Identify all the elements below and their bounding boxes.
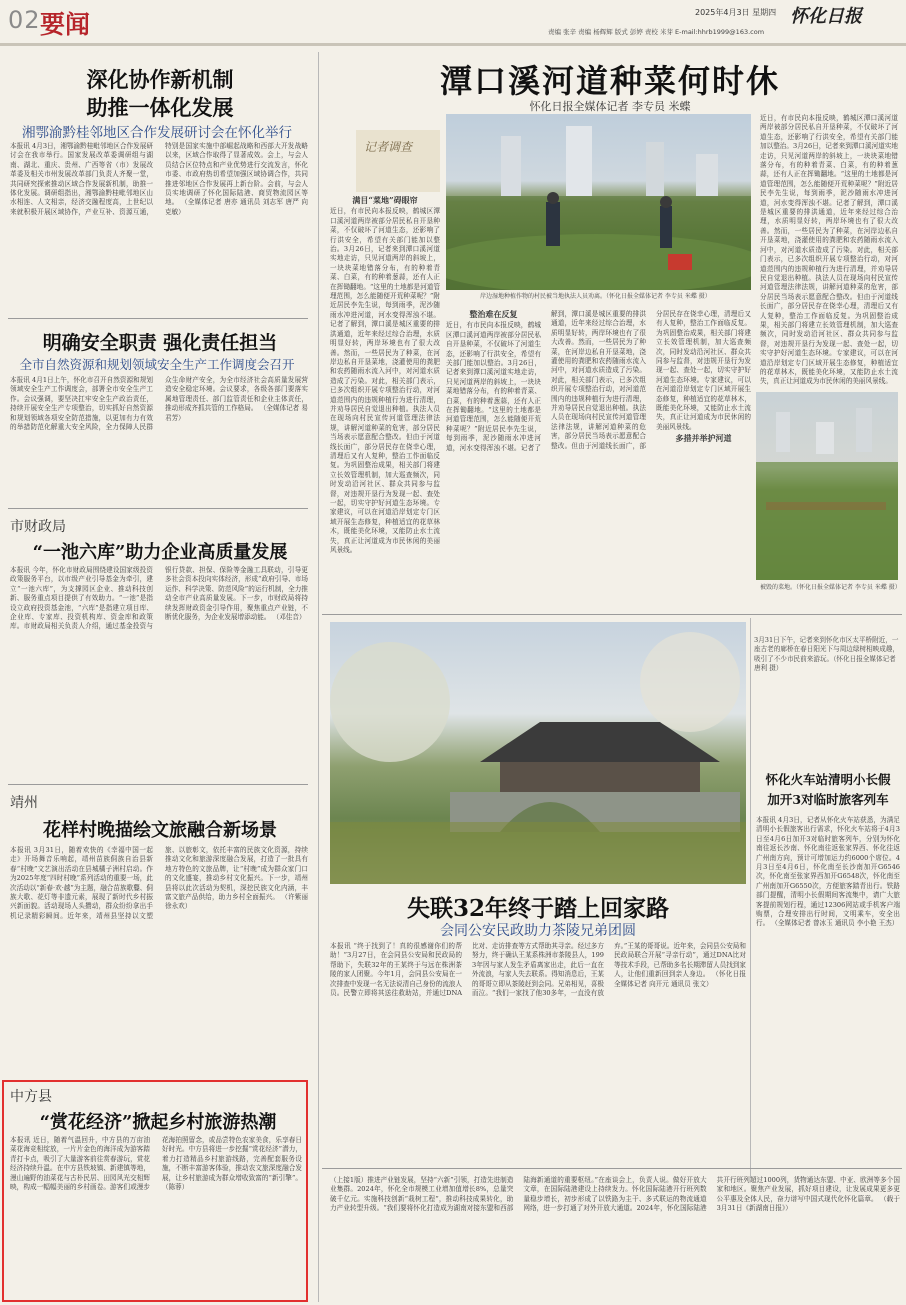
rail-title-line1: 怀化火车站清明小长假 (765, 772, 891, 787)
main-title: 潭口溪河道种菜何时休 (439, 62, 780, 100)
article5-title: “赏花经济”掀起乡村旅游热潮 (39, 1112, 277, 1133)
issue-date: 2025年4月3日 星期四 (695, 8, 777, 17)
newspaper-logo: 怀化日报 (790, 6, 862, 27)
main-byline: 怀化日报全媒体记者 李专员 米蝶 (529, 100, 691, 113)
bridge-photo-caption: 3月31日下午，记者来到怀化市区太平桥附近，一座古老的廊桥在春日阳光下与周边绿树相映成趣，吸引了不少市民前来游玩。（怀化日报全媒体记者 唐利 摄） (754, 636, 900, 673)
article2-body: 本报讯 4月1日上午，怀化市召开自然资源和规划领域安全生产工作调度会，部署全市安全生产工作。会议强调，要坚决扛牢安全生产政治责任，持续开展安全生产专项整治，切实抓好自然资源和规划领域各项安全防范措施，以更加有力有效的举措防范化解重大安全风险，全力保障人民群众生命财产安全，为全市经济社会高质量发展营造安全稳定环境。会议要求，各级各部门要落实属地管理责任、部门监管责任和企业主体责任，推动形成齐抓共管的工作格局。 （全媒体记者 易君芳） (10, 376, 308, 432)
article5-body: 本报讯 近日，随着气温回升，中方县的万亩油菜花海竞相绽放，一片片金色的海洋成为游客踏青打卡点，吸引了大量游客前往赏春游玩，赏花经济持续升温。在中方县铁坡镇、新建镇等地，漫山遍野的油菜花与古朴民居、田园风光交相辉映，构成一幅幅美丽的乡村画卷。游客们或漫步花海拍照留念，或品尝特色农家美食，乐享春日好时光。中方县将进一步挖掘“赏花经济”潜力，着力打造精品乡村旅游线路，完善配套服务设施，不断丰富游客体验，推动农文旅深度融合发展，让乡村旅游成为群众增收致富的“新引擎”。 （陈蓉） (10, 1136, 302, 1192)
masthead (0, 0, 906, 44)
divider (8, 508, 308, 509)
page-number: 02 (8, 6, 41, 34)
feature-photo-riverbank (446, 114, 751, 290)
article2-credit: （全媒体记者 易君芳） (165, 404, 308, 422)
bottom-credit: （载于3月31日《新湖南日报》） (716, 1194, 900, 1213)
article4-credit: （许紫丽 徐永欢） (165, 893, 308, 911)
column-divider (750, 618, 751, 1178)
article3-kicker: 市财政局 (10, 519, 66, 535)
inset-tag-text: 记者调查 (364, 140, 413, 154)
feature-photo2-caption: 被毁的菜地。（怀化日报全媒体记者 李专员 米蝶 摄） (760, 584, 901, 591)
rail-body: 本报讯 4月3日，记者从怀化火车站获悉，为满足清明小长假旅客出行需求，怀化火车站将于4月3日至4月6日加开3对临时旅客列车，分别为怀化南往返长沙南、怀化南往返张家界西、怀化往返广州南方向，预计可增加运力约6000个席位。4月3日至4月6日，怀化南至长沙南加开G6546次，怀化南至张家界西加开G6548次，怀化南至广州南加开G6550次，方便旅客踏青出行。铁路部门提醒，清明小长假期间客流集中，请广大旅客提前规划行程，通过12306网站或手机客户端购票，合理安排出行时间，文明乘车，安全出行。 （全媒体记者 曾冰玉 通讯员 李小艳 王杰） (756, 816, 900, 928)
article5-credit: （陈蓉） (162, 1183, 189, 1192)
article1-subtitle: 湘鄂渝黔桂邻地区合作发展研讨会在怀化举行 (22, 125, 292, 141)
feature-subhead: 整治难在反复 (469, 310, 518, 319)
article3-body: 本报讯 今年，怀化市财政局围绕建设国家级投资政策服务平台，以市级产业引导基金为牵引，建立“一池六库”，为支撑园区企业、推动科技创新、服务重点项目提供了有效助力。“一池”是指设立政府投资基金池，“六库”是指建立项目库、企业库、专家库、投资机构库、资金库和政策库。市财政局相关负责人介绍，通过基金投资与银行贷款、担保、保险等金融工具联动，引导更多社会资本投向实体经济，形成“政府引导、市场运作、科学决策、防范风险”的运行机制，全力推动全市产业高质量发展。下一步，市财政局将持续发挥财政资金引导作用，聚焦重点产业链，不断优化服务，为企业发展增添动能。 （邓佳音） (10, 566, 308, 631)
feature-body-right: 近日，有市民向本报反映，鹤城区潭口溪河道两岸被部分居民私自开垦种菜，不仅破坏了河道生态，还影响了行洪安全，希望有关部门能加以整治。3月26日，记者来到潭口溪河道实地走访，只见河道两岸的斜坡上，一块块菜地错落分布，有的种着青菜、白菜，有的种着葱蒜，还有人正在挥锄翻地。“这里的土地都是河道管理范围，怎么能随便开荒种菜呢？”附近居民李先生说，每到雨季，泥沙随雨水冲进河道，河水变得浑浊不堪。记者了解到，潭口溪是城区重要的排洪通道，近年来经过综合治理，水质明显好转，两岸环境也有了很大改善。然而，一些居民为了种菜，在河岸边私自开垦菜地，浇灌使用的粪肥和农药随雨水流入河中，对河道水质造成了污染。对此，相关部门表示，已多次组织开展专项整治行动，对河道范围内的违规种植行为进行清理，并劝导居民自觉退出种植。执法人员在现场向村民宣传河道管理法律法规，讲解河道种菜的危害，部分居民当场表示愿意配合整改。但由于河道线长面广，部分居民存在侥幸心理，清理后又有人复种，整治工作面临反复。为巩固整治成果，相关部门将建立长效管理机制，加大巡查频次，同时发动沿河社区、群众共同参与监督，对违规开垦行为发现一起、查处一起，切实守护好河道生态环境。专家建议，可以在河道沿岸划定专门区域开展生态修复，种植适宜的花草林木，既能美化环境，又能防止水土流失，真正让河道成为市民休闲的美丽风景线。 (760, 114, 898, 386)
reunion-credit: （怀化日报全媒体记者 向开元 通讯员 张文） (614, 970, 746, 988)
article1-body: 本报讯 4月3日，湘鄂渝黔桂毗邻地区合作发展研讨会在我市举行。国家发展改革委调研组与湖南、湖北、重庆、贵州、广西等省（市）发展改革委及相关市州发展改革部门负责人齐聚一堂，共同研究探索推动区域合作发展新机制，助推一体化发展。调研组指出，湘鄂渝黔桂毗邻地区山水相连、人文相亲，经济交融程度高，上世纪以来就积极开展区域协作，产业互补、资源互通，特别是国家实施中部崛起战略和西部大开发战略以来，区域合作取得了显著成效。会上，与会人员结合区位特点和产业优势进行交流发言，怀化市委、市政府热切希望加强区域协调合作，共同推进邻地区合作发展再上新台阶。会前，与会人员实地调研了怀化国际陆港、商贸物流园区等地。 （全媒体记者 唐亦 通讯员 刘志军 唐严 向克敏） (10, 142, 308, 216)
divider (322, 1168, 902, 1169)
reunion-body: 本报讯 “终于找到了！真的很感谢你们的帮助！”3月27日，在会同县公安局和民政局的帮助下，失联32年的王某终于与远在株洲茶陵的家人团聚。今年1月，会同县公安局在一次排查中发现一名无法说清自己身份的流浪人员。民警立即将其送往救助站，并通过DNA比对、走访排查等方式帮助其寻亲。经过多方努力，终于确认王某系株洲市茶陵县人，1993年因与家人发生矛盾离家出走，此后一直在外流浪，与家人失去联系。得知消息后，王某的哥哥立即从茶陵赶到会同。兄弟相见，喜极而泣。“我们一家找了他30多年，一直没有放弃。”王某的哥哥说。近年来，会同县公安局和民政局联合开展“寻亲行动”，通过DNA比对等技术手段，已帮助多名长期滞留人员找到家人，让他们重新回到亲人身边。 （怀化日报全媒体记者 向开元 通讯员 张文） (330, 942, 746, 998)
article3-credit: （邓佳音） (272, 613, 306, 622)
feature-photo1-caption: 岸边湿地种植作物的村民被当地执法人员劝离。（怀化日报全媒体记者 李专员 米蝶 摄） (480, 293, 711, 300)
feature-body-col1: 满目“菜地”碍眼帘 近日，有市民向本报反映，鹤城区潭口溪河道两岸被部分居民私自开垦种菜，不仅破坏了河道生态，还影响了行洪安全，希望有关部门能加以整治。3月26日，记者来到潭口溪河道实地走访，只见河道两岸的斜坡上，一块块菜地错落分布，有的种着青菜、白菜，有的种着葱蒜，还有人正在挥锄翻地。“这里的土地都是河道管理范围，怎么能随便开荒种菜呢？”附近居民李先生说，每到雨季，泥沙随雨水冲进河道，河水变得浑浊不堪。记者了解到，潭口溪是城区重要的排洪通道，近年来经过综合治理，水质明显好转，两岸环境也有了很大改善。然而，一些居民为了种菜，在河岸边私自开垦菜地，浇灌使用的粪肥和农药随雨水流入河中，对河道水质造成了污染。对此，相关部门表示，已多次组织开展专项整治行动，对河道范围内的违规种植行为进行清理，并劝导居民自觉退出种植。执法人员在现场向村民宣传河道管理法律法规，讲解河道种菜的危害，部分居民当场表示愿意配合整改。但由于河道线长面广，部分居民存在侥幸心理，清理后又有人复种，整治工作面临反复。为巩固整治成果，相关部门将建立长效管理机制，加大巡查频次，同时发动沿河社区、群众共同参与监督，对违规开垦行为发现一起、查处一起，切实守护好河道生态环境。专家建议，可以在河道沿岸划定专门区域开展生态修复，种植适宜的花草林木，既能美化环境，又能防止水土流失，真正让河道成为市民休闲的美丽风景线。 (330, 196, 440, 555)
article2-title: 明确安全职责 强化责任担当 (42, 332, 278, 354)
feature-subhead: 多措并举护河道 (675, 433, 732, 444)
article5-kicker: 中方县 (10, 1089, 52, 1105)
divider (322, 614, 902, 615)
article1-title-line1: 深化协作新机制 (86, 67, 234, 92)
article3-title: “一池六库”助力企业高质量发展 (32, 542, 288, 563)
article2-subtitle: 全市自然资源和规划领域安全生产工作调度会召开 (19, 357, 295, 372)
riverbank-illustration (446, 114, 751, 290)
article1-credit: （全媒体记者 唐亦 通讯员 刘志军 唐严 向克敏） (165, 198, 308, 216)
rail-title-line2: 加开3对临时旅客列车 (767, 792, 889, 807)
divider (8, 784, 308, 785)
bottom-continuation-body: （上接1版）推进产业链发展，坚持“六新”引领，打造先进制造业集群。2024年，怀化全市规模工业增加值增长8%，总量突破千亿元。实施科技创新“栽树工程”，推动科技成果转化，助力产业转型升级。“我们要将怀化打造成为湖南对接东盟和西部陆海新通道的重要枢纽。”在座谈会上，负责人说。做好开放大文章，在国际陆港建设上持续发力。怀化国际陆港开行班列数量稳步增长，初步形成了以铁路为主干、多式联运的物流通道网络，进一步打通了对外开放大通道。2024年，怀化国际陆港共开行班列超过1000列，货物通达东盟、中亚、欧洲等多个国家和地区。聚焦产业发展，抓好项目建设，让发展成果更多更公平惠及全体人民，奋力谱写中国式现代化怀化篇章。 （载于3月31日《新湖南日报》） (330, 1176, 900, 1213)
article1-title-line2: 助推一体化发展 (86, 95, 234, 120)
feature-photo-vegetable-plot (756, 392, 898, 580)
feature-subhead: 满目“菜地”碍眼帘 (352, 196, 418, 205)
section-title: 要闻 (40, 10, 91, 39)
divider (8, 318, 308, 319)
bridge-photo (330, 622, 746, 884)
inset-investigation-tag (356, 130, 440, 192)
reunion-title: 失联32年终于踏上回家路 (406, 895, 669, 922)
staff-line: 责编 张辛 责编 杨辉辉 版式 彭婷 责校 米芽 E-mail:hhrb1999@163.com (548, 28, 765, 36)
covered-bridge-illustration (330, 622, 746, 884)
column-divider (318, 52, 319, 1302)
masthead-rule (0, 43, 906, 46)
vegetable-plot-illustration (756, 392, 898, 580)
feature-body-main: 整治难在反复 近日，有市民向本报反映，鹤城区潭口溪河道两岸被部分居民私自开垦种菜，不仅破坏了河道生态，还影响了行洪安全，希望有关部门能加以整治。3月26日，记者来到潭口溪河道实地走访，只见河道两岸的斜坡上，一块块菜地错落分布，有的种着青菜、白菜，有的种着葱蒜，还有人正在挥锄翻地。“这里的土地都是河道管理范围，怎么能随便开荒种菜呢？”附近居民李先生说，每到雨季，泥沙随雨水冲进河道，河水变得浑浊不堪。记者了解到，潭口溪是城区重要的排洪通道，近年来经过综合治理，水质明显好转，两岸环境也有了很大改善。然而，一些居民为了种菜，在河岸边私自开垦菜地，浇灌使用的粪肥和农药随雨水流入河中，对河道水质造成了污染。对此，相关部门表示，已多次组织开展专项整治行动，对河道范围内的违规种植行为进行清理，并劝导居民自觉退出种植。执法人员在现场向村民宣传河道管理法律法规，讲解河道种菜的危害，部分居民当场表示愿意配合整改。但由于河道线长面广，部分居民存在侥幸心理，清理后又有人复种，整治工作面临反复。为巩固整治成果，相关部门将建立长效管理机制，加大巡查频次，同时发动沿河社区、群众共同参与监督，对违规开垦行为发现一起、查处一起，切实守护好河道生态环境。专家建议，可以在河道沿岸划定专门区域开展生态修复，种植适宜的花草林木，既能美化环境，又能防止水土流失，真正让河道成为市民休闲的美丽风景线。 多措并举护河道 (446, 310, 751, 452)
article4-body: 本报讯 3月31日，随着欢快的《幸福中国一起走》开场舞音乐响起，靖州苗族侗族自治县新春“村晚”文艺演出活动在县城橘子洲村启动。作为2025年度“四时村晚”系列活动的重要一场，此次活动以“新春·欢·越”为主题，融合苗族歌鼟、侗族大歌、花灯等非遗元素，展现了新时代乡村振兴新面貌。活动现场人头攒动，群众纷纷拿出手机记录精彩瞬间。近年来，靖州县坚持以文塑旅、以旅彰文，依托丰富的民族文化资源，持续推动文化和旅游深度融合发展，打造了一批具有地方特色的文旅品牌，让“村晚”成为群众家门口的文化盛宴，推动乡村文化振兴。下一步，靖州县将以此次活动为契机，深挖民族文化内涵，丰富文旅产品供给，助力乡村全面振兴。 （许紫丽 徐永欢） (10, 846, 308, 920)
article4-kicker: 靖州 (10, 795, 38, 811)
article4-title: 花样村晚描绘文旅融合新场景 (43, 820, 277, 841)
reunion-subtitle: 会同公安民政助力茶陵兄弟团圆 (440, 923, 636, 939)
rail-credit: （全媒体记者 曾冰玉 通讯员 李小艳 王杰） (771, 919, 899, 928)
